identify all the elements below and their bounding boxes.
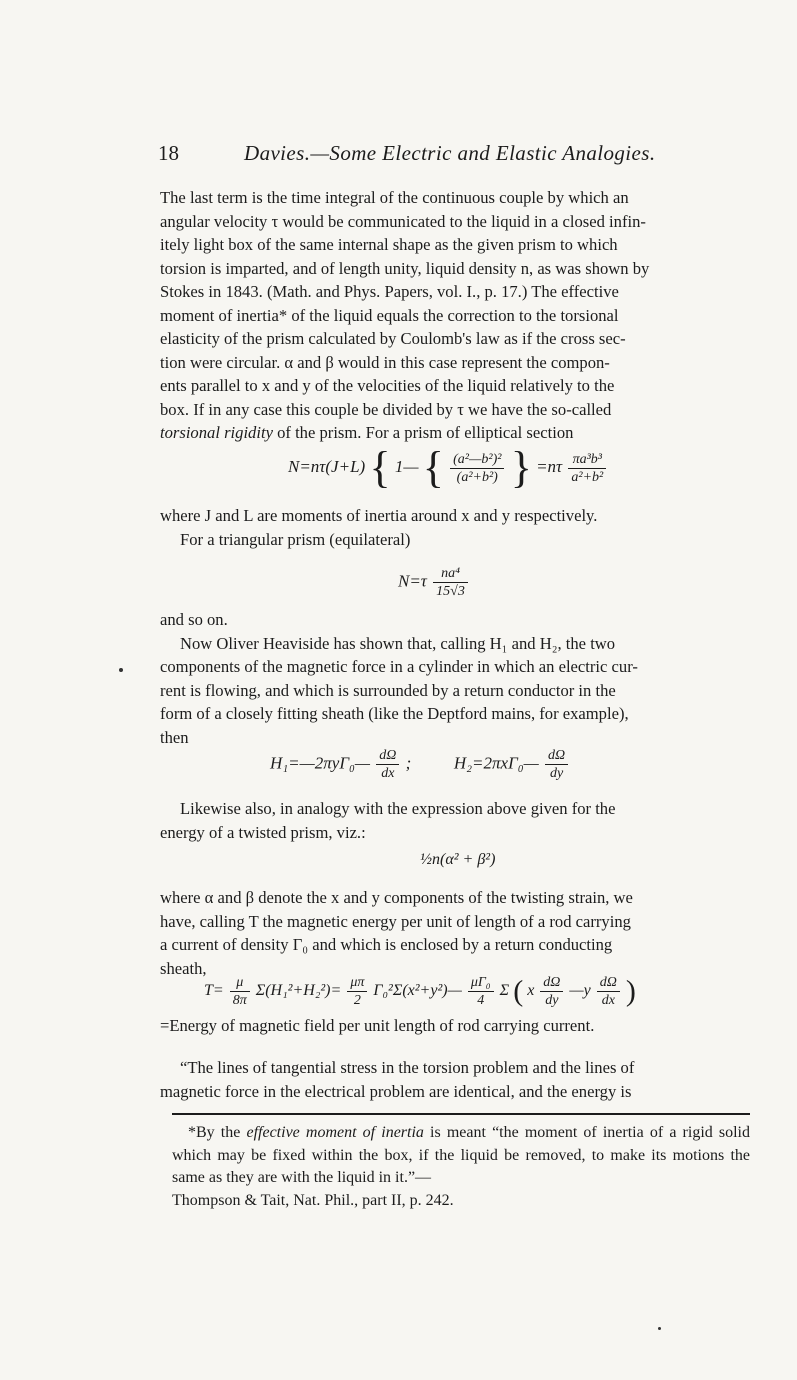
paren-open: ( [513, 974, 524, 1008]
fraction [568, 451, 606, 486]
numerator: dΩ [540, 974, 563, 992]
text-line: tion were circular. α and β would in this case represent the compon- [160, 352, 610, 372]
numerator: πa³b³ [568, 451, 606, 469]
eq-lhs: N=τ [398, 571, 427, 591]
text-line: angular velocity τ would be communicated to the liquid in a closed infin- [160, 211, 646, 231]
fraction [230, 974, 250, 1009]
text-line: form of a closely fitting sheath (like the Deptford mains, for example), [160, 704, 629, 723]
equation-twist-energy: ½n(α² + β²) [420, 851, 496, 868]
page-speck [658, 1327, 661, 1330]
paren-close: ) [625, 974, 636, 1008]
fraction [433, 565, 468, 600]
text-line: components of the magnetic force in a cylinder in which an electric cur- [160, 657, 638, 676]
equation-triangular-prism [398, 565, 470, 600]
fraction [540, 974, 563, 1009]
fraction [597, 974, 620, 1009]
text-line: a current of density Γ₀ and which is enclosed by a return conducting [160, 935, 613, 954]
text-line: energy of a twisted prism, viz.: [160, 822, 366, 842]
denominator: dx [601, 993, 615, 1008]
numerator: (a²—b²)² [450, 451, 504, 469]
brace-close: } [510, 443, 532, 492]
text-line: torsion is imparted, and of length unity, liquid density n, as was shown by [160, 258, 650, 278]
eq-term: Σ [499, 982, 510, 1000]
eq-term: —y [569, 982, 591, 1000]
page-number: 18 [158, 141, 179, 165]
running-title: Davies.—Some Electric and Elastic Analogies. [244, 141, 656, 165]
italic-term: effective moment of inertia [246, 1124, 424, 1141]
equation-elliptical-section [288, 443, 608, 492]
text-span: of the prism. For a prism of elliptical section [272, 423, 574, 442]
denominator: dy [549, 766, 564, 781]
paragraph-torsion-couple [160, 186, 752, 445]
eq-term: =nτ [536, 456, 563, 476]
text-line: sheath, [160, 958, 207, 978]
eq-lhs: H₂=2πxΓ₀— [453, 753, 539, 773]
fraction [468, 974, 494, 1009]
text-line: where J and L are moments of inertia around x and y respectively. [160, 506, 598, 525]
brace-open: { [369, 443, 391, 492]
paragraph-analogy [160, 797, 752, 844]
footnote-body: is meant “the moment of inertia of a rigid solid which may be fixed within the box, if the liquid be removed, to make its motions the same as they are with the liquid in it.”— [172, 1124, 751, 1186]
fraction [347, 974, 367, 1009]
text-line: then [160, 727, 189, 747]
numerator: dΩ [545, 747, 568, 765]
denominator: 4 [477, 993, 485, 1008]
denominator: 8π [232, 993, 247, 1008]
text-line: ents parallel to x and y of the velocities of the liquid relatively to the [160, 376, 615, 395]
numerator: μΓ₀ [468, 974, 494, 992]
margin-mark [119, 668, 123, 672]
numerator: dΩ [376, 747, 399, 765]
eq-lhs: H₁=—2πyΓ₀— [270, 753, 371, 773]
equation-energy-sum [204, 974, 636, 1009]
footnote-marker: *By the [188, 1124, 247, 1141]
footnote [172, 1122, 750, 1212]
paragraph-energy-field [160, 1014, 752, 1038]
equation-magnetic-force [270, 747, 570, 782]
eq-lhs: N=nτ(J+L) [288, 456, 366, 476]
page-header [158, 141, 750, 171]
text-line: =Energy of magnetic field per unit length of rod carrying current. [160, 1016, 595, 1035]
text-line: Likewise also, in analogy with the expression above given for the [180, 799, 616, 818]
denominator: 15√3 [436, 584, 465, 599]
text-line: Now Oliver Heaviside has shown that, calling H₁ and H₂, the two [180, 633, 616, 653]
denominator: a²+b² [571, 469, 604, 485]
text-line: elasticity of the prism calculated by Coulomb's law as if the cross sec- [160, 329, 626, 348]
paragraph-quotation [160, 1056, 752, 1103]
text-line [160, 421, 752, 445]
paragraph-heaviside [160, 608, 752, 749]
denominator: 2 [353, 993, 361, 1008]
text-line: have, calling T the magnetic energy per unit of length of a rod carrying [160, 911, 631, 931]
eq-term: Γ₀²Σ(x²+y²)— [373, 982, 462, 1000]
text-line: rent is flowing, and which is surrounded by a return conductor in the [160, 680, 616, 700]
numerator: μπ [347, 974, 367, 992]
denominator: dy [545, 993, 559, 1008]
text-line: “The lines of tangential stress in the torsion problem and the lines of [180, 1058, 635, 1077]
text-line: box. If in any case this couple be divided by τ we have the so-called [160, 399, 612, 419]
paragraph-moments [160, 504, 752, 551]
numerator: μ [230, 974, 250, 992]
fraction [376, 747, 399, 782]
eq-term: x [527, 982, 535, 1000]
footnote-citation: Thompson & Tait, Nat. Phil., part II, p. 242. [172, 1191, 454, 1209]
eq-term: 1— [394, 456, 419, 476]
eq-term: ; [405, 753, 412, 773]
numerator: na⁴ [433, 565, 468, 583]
fraction [450, 451, 504, 486]
footnote-divider [172, 1113, 750, 1115]
footnote-text [172, 1122, 750, 1190]
text-line: Stokes in 1843. (Math. and Phys. Papers, vol. I., p. 17.) The effective [160, 282, 619, 301]
denominator: (a²+b²) [456, 469, 498, 485]
text-line: moment of inertia* of the liquid equals the correction to the torsional [160, 305, 619, 325]
eq-term: Σ(H₁²+H₂²)= [255, 982, 342, 1000]
text-line: For a triangular prism (equilateral) [180, 529, 411, 549]
numerator: dΩ [597, 974, 620, 992]
paragraph-magnetic-energy [160, 886, 752, 980]
eq-lhs: T= [204, 982, 224, 1000]
fraction [545, 747, 568, 782]
text-line: itely light box of the same internal shape as the given prism to which [160, 235, 618, 254]
text-line: magnetic force in the electrical problem are identical, and the energy is [160, 1081, 632, 1101]
brace-open: { [422, 443, 444, 492]
denominator: dx [381, 766, 395, 781]
text-line: and so on. [160, 610, 228, 629]
text-line: where α and β denote the x and y components of the twisting strain, we [160, 888, 633, 907]
italic-term: torsional rigidity [160, 423, 273, 442]
text-line: The last term is the time integral of the continuous couple by which an [160, 188, 629, 207]
